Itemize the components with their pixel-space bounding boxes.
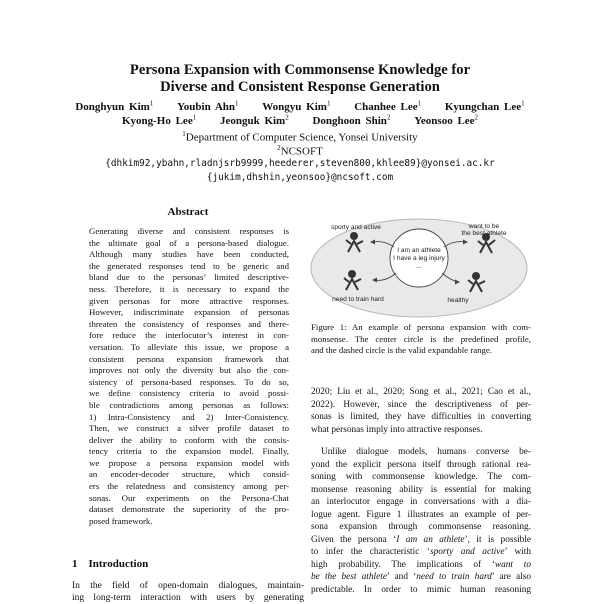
abstract-line: an encoder-decoder structure, which consid- (89, 469, 289, 480)
title-line-2: Diverse and Consistent Response Generation (160, 79, 440, 95)
abstract-line: we define consistency criteria to avoid possi- (89, 388, 289, 399)
abstract-line: 1) Intra-Consistency and 2) Inter-Consistency. (89, 411, 289, 422)
right-paragraph-2 (311, 446, 531, 596)
abstract-line: posed framework. (89, 515, 153, 526)
email-line-2: {jukim,dhshin,yeonsoo}@ncsoft.com (206, 172, 394, 183)
body-text: to infer the characteristic ‘ (311, 547, 430, 557)
author-line-2 (0, 112, 600, 129)
author-affiliation: 1 (521, 99, 525, 108)
body-text: ’ and ‘ (386, 572, 417, 582)
abstract-line: deliver the ability to conform with the consis- (89, 434, 289, 445)
body-text: ’ are also (491, 572, 532, 582)
abstract-line: versation. To alleviate this issue, we propose a (89, 341, 289, 352)
body-line: predictable. In order to mimic human reasoning (311, 584, 531, 595)
author-affiliation: 1 (417, 99, 422, 108)
body-line: logue agent. Figure 1 illustrates an example of per- (311, 509, 531, 520)
author-name: Yeonsoo Lee (414, 114, 475, 127)
body-line: sonas is limited, they have difficulties in converting (311, 412, 531, 422)
body-line: 2020; Liu et al., 2020; Song et al., 2021; Cao et al., (311, 387, 531, 397)
caption-line: and the dashed circle is the valid expandable range. (311, 345, 492, 356)
abstract-line: improves not only the diversity but also the con- (89, 365, 289, 376)
right-paragraph-1 (311, 386, 531, 436)
abstract-line: Although many studies have been conducted, (89, 249, 289, 260)
body-line: an interlocutor engage in conversations with a dia- (311, 497, 531, 507)
abstract-line: ble contradictions among personas as follows: (89, 399, 289, 410)
abstract-line: sistency of persona-based responses. To do so, (89, 376, 289, 387)
section-title: Introduction (88, 558, 149, 570)
body-line (311, 571, 531, 584)
title-line-1: Persona Expansion with Commonsense Knowledge for (129, 62, 471, 78)
abstract-line: the generated responses tend to be generic and (89, 260, 289, 271)
section-heading-introduction (72, 558, 148, 570)
persona-expansion-diagram (308, 216, 530, 320)
author-affiliation: 1 (149, 99, 154, 108)
author-affiliation: 2 (474, 112, 479, 121)
abstract-line: threaten the consistency of responses and there- (89, 318, 289, 329)
profile-line-3: ... (416, 263, 422, 270)
abstract-line: Then, we construct a silver profile dataset to (89, 423, 289, 434)
author-name: Jeonguk Kim (219, 114, 286, 127)
node-label-best-athlete-2: the best athlete (461, 230, 507, 237)
affiliation-text: Department of Computer Science, Yonsei University (185, 131, 418, 144)
affiliation-number: 1 (182, 130, 186, 138)
node-label-train-hard: need to train hard (332, 296, 384, 303)
author-affiliation: 2 (285, 112, 289, 121)
figure-caption (311, 322, 531, 357)
author-line-1 (0, 101, 600, 115)
persona-quote: want to (494, 559, 531, 570)
paper-title (0, 62, 600, 96)
affiliation-text: NCSOFT (280, 145, 323, 158)
intro-line: ing long-term interaction with users by generating (72, 592, 304, 603)
persona-quote: be the best athlete (311, 572, 387, 582)
author-name: Chanhee Lee (354, 101, 418, 113)
body-line: monsense reasoning ability is essential for making (311, 484, 531, 495)
author-name: Wongyu Kim (262, 101, 327, 113)
author-name: Youbin Ahn (177, 101, 236, 113)
body-line: 2022). However, since the descriptiveness of per- (311, 399, 531, 410)
abstract-body (89, 226, 289, 527)
abstract-line: fore reduce the interlocutor’s interest in con- (89, 330, 289, 341)
abstract-line: the ultimate goal of a persona-based dialogue. (89, 237, 289, 248)
node-label-best-athlete-1: want to be (468, 223, 500, 230)
profile-line-2: I have a leg injury (393, 255, 445, 262)
body-line: Unlike dialogue models, humans converse be- (321, 447, 531, 457)
body-line: soning with commonsense knowledge. The com- (311, 472, 531, 482)
figure-1 (308, 216, 530, 320)
body-line: what personas imply into attractive responses. (311, 424, 483, 435)
section-number: 1 (72, 558, 78, 570)
author-affiliation: 1 (326, 99, 331, 108)
author-name: Donghoon Shin (312, 114, 387, 127)
abstract-line: given personas for more attractive responses. (89, 295, 289, 306)
abstract-line: ness. Therefore, it is necessary to expand the (89, 283, 289, 294)
node-label-healthy: healthy (447, 297, 469, 304)
body-text: Given the persona ‘ (311, 534, 397, 545)
author-name: Donghyun Kim (75, 101, 150, 113)
body-line (311, 534, 531, 547)
abstract-line: tency criteria to the expansion model. Finally, (89, 446, 289, 457)
author-list (0, 101, 600, 128)
abstract-line: we propose a persona expansion model with (89, 457, 289, 468)
body-text: high probability. The implications of ‘ (311, 559, 495, 570)
body-text: ’ with (504, 547, 531, 557)
body-line (311, 559, 531, 572)
email-line-1: {dhkim92,ybahn,rladnjsrb9999,heederer,steven800,khlee89}@yonsei.ac.kr (105, 158, 495, 169)
intro-line: In the field of open-domain dialogues, maintain- (72, 581, 304, 591)
abstract-line: consistent persona expansion framework that (89, 353, 289, 364)
abstract-line: ers the relatedness and consistency among per- (89, 481, 289, 492)
author-affiliation: 1 (192, 112, 197, 121)
persona-quote: I am an athlete (396, 534, 465, 545)
abstract-line: Generating diverse and consistent responses is (89, 226, 289, 236)
persona-quote: sporty and active (430, 547, 505, 557)
abstract-line: bland due to the personas’ limited descriptive- (89, 272, 289, 283)
profile-line-1: I am an athlete (397, 247, 441, 254)
abstract-line: However, indiscriminate expansion of personas (89, 307, 289, 318)
abstract-line: sonas. Our experiments on the Persona-Chat (89, 492, 289, 503)
author-name: Kyungchan Lee (444, 101, 522, 113)
body-line (311, 546, 531, 559)
affiliation-number: 2 (277, 144, 281, 152)
author-affiliation: 2 (386, 112, 391, 121)
body-text: ’, it is possible (464, 534, 532, 545)
persona-quote: need to train hard (416, 572, 492, 582)
author-name: Kyong-Ho Lee (121, 114, 193, 127)
intro-body (72, 581, 304, 604)
body-line: yond the explicit persona itself through rational rea- (311, 459, 531, 470)
node-label-sporty: sporty and active (331, 224, 381, 231)
caption-line: monsense. The center circle is the predefined profile, (311, 333, 531, 344)
body-line: sona expansion through commonsense reasoning. (311, 522, 531, 532)
author-affiliation: 1 (235, 99, 239, 108)
abstract-heading: Abstract (167, 206, 209, 218)
caption-line: Figure 1: An example of persona expansion with com- (311, 322, 531, 332)
abstract-line: dataset demonstrate the superiority of the pro- (89, 504, 289, 515)
